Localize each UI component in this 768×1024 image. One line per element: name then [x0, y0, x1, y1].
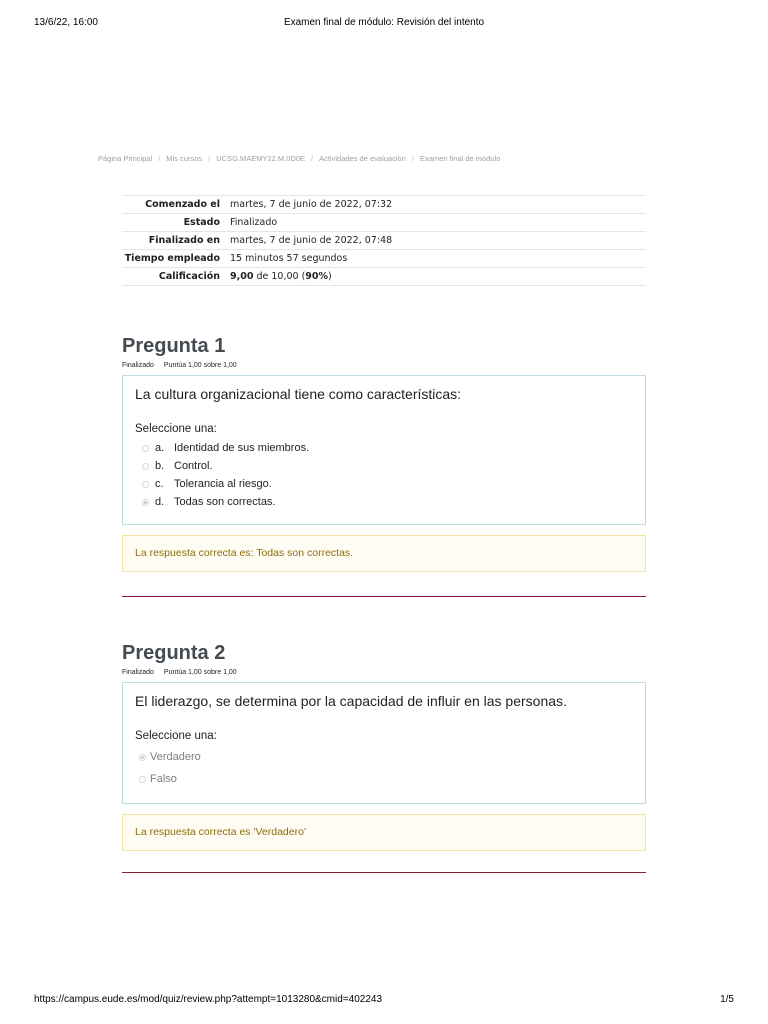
attempt-summary-table [122, 195, 646, 286]
question-text: La cultura organizacional tiene como características: [135, 386, 462, 402]
question-info [122, 668, 646, 678]
answer-label: Identidad de sus miembros. [174, 442, 310, 454]
print-date: 13/6/22, 16:00 [34, 17, 98, 28]
question-divider [122, 872, 646, 873]
print-footer [0, 994, 768, 1008]
answer-prompt: Seleccione una: [135, 730, 217, 742]
breadcrumb-separator: / [158, 154, 161, 163]
answer-letter: a. [155, 442, 165, 454]
radio-button[interactable] [142, 445, 149, 452]
answer-letter: d. [155, 496, 165, 508]
question-content-box [122, 375, 646, 525]
answer-label: Tolerancia al riesgo. [174, 478, 272, 490]
summary-value [226, 268, 646, 286]
question-info [122, 361, 646, 371]
question-score: Puntúa 1,00 sobre 1,00 [163, 669, 237, 676]
breadcrumb-separator: / [208, 154, 211, 163]
answer-option-d[interactable] [135, 493, 633, 511]
print-header [0, 17, 768, 31]
correct-answer-feedback: La respuesta correcta es: Todas son correctas. [122, 535, 646, 572]
question-1 [122, 333, 646, 572]
answer-letter: c. [155, 478, 164, 490]
answer-prompt: Seleccione una: [135, 423, 217, 435]
summary-value: Finalizado [230, 217, 278, 228]
question-text: El liderazgo, se determina por la capacidad de influir en las personas. [135, 693, 567, 709]
grade-max: de 10,00 ( [253, 271, 306, 282]
answer-list [135, 746, 633, 790]
answer-letter: b. [155, 460, 165, 472]
breadcrumb-separator: / [411, 154, 414, 163]
summary-label: Estado [183, 217, 220, 228]
radio-button-selected[interactable] [139, 754, 146, 761]
print-page-title: Examen final de módulo: Revisión del intento [283, 17, 485, 28]
summary-value: martes, 7 de junio de 2022, 07:48 [230, 235, 393, 246]
radio-button[interactable] [139, 776, 146, 783]
question-title: Pregunta 2 [122, 642, 226, 664]
summary-row-time-taken [122, 250, 646, 268]
question-2 [122, 640, 646, 851]
breadcrumb [98, 154, 500, 163]
answer-option-a[interactable] [135, 439, 633, 457]
grade-score: 9,00 [230, 271, 254, 282]
breadcrumb-section[interactable]: Actividades de evaluación [319, 154, 406, 163]
question-content-box [122, 682, 646, 804]
print-url: https://campus.eude.es/mod/quiz/review.php?attempt=1013280&cmid=402243 [34, 994, 383, 1005]
breadcrumb-quiz[interactable]: Examen final de módulo [419, 154, 501, 163]
question-state: Finalizado [122, 669, 154, 676]
breadcrumb-home[interactable]: Página Principal [98, 154, 153, 163]
radio-button-selected[interactable] [142, 499, 149, 506]
summary-value: 15 minutos 57 segundos [230, 253, 348, 264]
radio-button[interactable] [142, 481, 149, 488]
summary-value: martes, 7 de junio de 2022, 07:32 [230, 199, 393, 210]
grade-close: ) [328, 271, 332, 282]
answer-label: Falso [150, 773, 177, 785]
radio-button[interactable] [142, 463, 149, 470]
answer-label: Verdadero [150, 751, 201, 763]
summary-label: Comenzado el [145, 199, 220, 210]
answer-list [135, 439, 633, 511]
summary-row-grade [122, 268, 646, 286]
summary-label: Calificación [158, 271, 220, 282]
breadcrumb-separator: / [311, 154, 314, 163]
answer-label: Control. [174, 460, 213, 472]
answer-option-c[interactable] [135, 475, 633, 493]
answer-option-true[interactable] [135, 746, 633, 768]
answer-option-false[interactable] [135, 768, 633, 790]
grade-percent: 90% [305, 271, 329, 282]
summary-label: Finalizado en [148, 235, 220, 246]
summary-row-state [122, 214, 646, 232]
breadcrumb-my-courses[interactable]: Mis cursos [166, 154, 203, 163]
summary-row-started [122, 196, 646, 214]
summary-label: Tiempo empleado [124, 253, 220, 264]
answer-label: Todas son correctas. [174, 496, 276, 508]
question-divider [122, 596, 646, 597]
question-title: Pregunta 1 [122, 335, 226, 357]
breadcrumb-course[interactable]: UCSG.MAEMY22.M.0D0E [216, 154, 306, 163]
answer-option-b[interactable] [135, 457, 633, 475]
correct-answer-feedback: La respuesta correcta es 'Verdadero' [122, 814, 646, 851]
question-state: Finalizado [122, 362, 154, 369]
print-page-number: 1/5 [720, 994, 734, 1005]
summary-row-finished [122, 232, 646, 250]
question-score: Puntúa 1,00 sobre 1,00 [163, 362, 237, 369]
